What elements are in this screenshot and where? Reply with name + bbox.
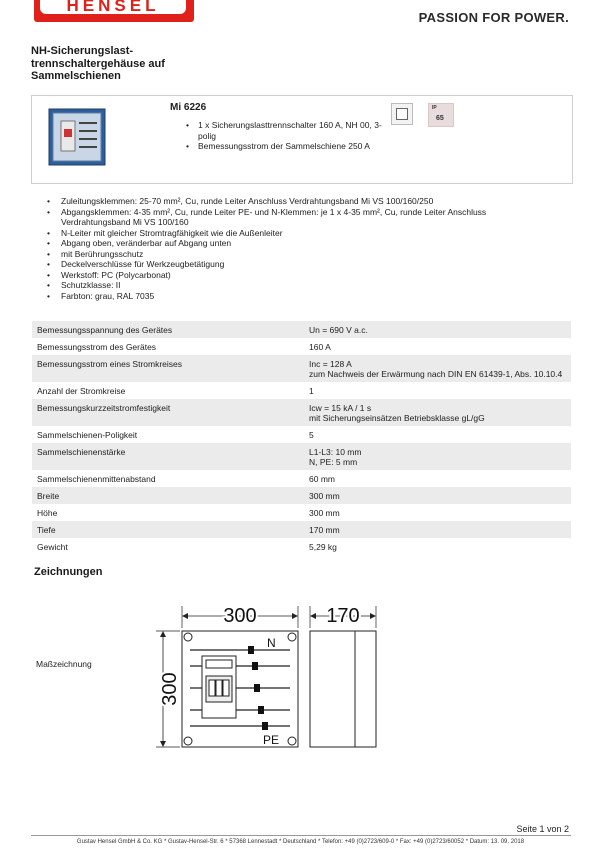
list-item: • Werkstoff: PC (Polycarbonat) (47, 270, 537, 281)
table-row (32, 382, 571, 399)
spec-value: 160 A (309, 342, 331, 352)
spec-label: Sammelschienenmittenabstand (37, 474, 156, 484)
spec-label: Sammelschienen-Poligkeit (37, 430, 138, 440)
table-row (32, 487, 571, 504)
list-item: • Farbton: grau, RAL 7035 (47, 291, 537, 302)
spec-value: 1 (309, 386, 314, 396)
footer-divider (31, 835, 571, 836)
list-item: • 1 x Sicherungslasttrennschalter 160 A, NH 00, 3-polig (186, 120, 391, 141)
spec-label: Bemessungsspannung des Gerätes (37, 325, 173, 335)
spec-label: Breite (37, 491, 60, 501)
dim-depth: 170 (326, 605, 360, 627)
dim-width: 300 (223, 605, 257, 627)
spec-value: Inc = 128 A zum Nachweis der Erwärmung nach DIN EN 61439-1, Abs. 10.10.4 (309, 359, 563, 379)
list-item: • N-Leiter mit gleicher Stromtragfähigkeit wie die Außenleiter (47, 228, 537, 239)
product-bullets (186, 120, 391, 152)
spec-table (32, 321, 571, 555)
spec-value: 300 mm (309, 491, 340, 501)
table-row (32, 338, 571, 355)
spec-value: Un = 690 V a.c. (309, 325, 368, 335)
spec-label: Bemessungsstrom des Gerätes (37, 342, 157, 352)
spec-label: Anzahl der Stromkreise (37, 386, 126, 396)
spec-value: 5,29 kg (309, 542, 337, 552)
spec-label: Höhe (37, 508, 58, 518)
table-row (32, 426, 571, 443)
spec-value: 170 mm (309, 525, 340, 535)
table-row (32, 521, 571, 538)
footer-company-info: Gustav Hensel GmbH & Co. KG * Gustav-Hensel-Str. 6 * 57368 Lennestadt * Deutschland * Telefon: +49 (0)2723/609-0 * Fax: +49 (0)2723/60052 * Datum: 13. 09. 2018 (76, 839, 525, 845)
spec-label: Gewicht (37, 542, 68, 552)
list-item: • Deckelverschlüsse für Werkzeugbetätigung (47, 259, 537, 270)
spec-label: Bemessungskurzzeitstromfestigkeit (37, 403, 171, 413)
list-item: • Bemessungsstrom der Sammelschiene 250 A (186, 141, 391, 152)
protection-class-icon (391, 103, 413, 125)
ip-value: 65 (436, 115, 444, 122)
section-heading-drawings: Zeichnungen (34, 566, 103, 578)
list-item: • Zuleitungsklemmen: 25-70 mm², Cu, runde Leiter Anschluss Verdrahtungsband Mi VS 100/160/250 (47, 196, 537, 207)
table-row (32, 321, 571, 338)
table-row (32, 538, 571, 555)
spec-label: Sammelschienenstärke (37, 447, 126, 457)
product-name: Mi 6226 (170, 102, 207, 113)
list-item: • Schutzklasse: II (47, 280, 537, 291)
spec-value: 60 mm (309, 474, 335, 484)
brand-name: HENSEL (40, 0, 186, 14)
spec-value: Icw = 15 kA / 1 s mit Sicherungseinsätzen Betriebsklasse gL/gG (309, 403, 485, 423)
list-item: • Abgangsklemmen: 4-35 mm², Cu, runde Leiter PE- und N-Klemmen: je 1 x 4-35 mm², Cu, runde Leiter Anschluss Verdrahtungsband Mi VS 100/160 (47, 207, 537, 228)
feature-list (47, 196, 537, 301)
table-row (32, 443, 571, 470)
page-title: NH-Sicherungslast-trennschaltergehäuse auf Sammelschienen (31, 45, 165, 82)
list-item: • Abgang oben, veränderbar auf Abgang unten (47, 238, 537, 249)
drawing-label: Maßzeichnung (36, 659, 92, 669)
dimension-drawing (150, 600, 390, 755)
spec-label: Bemessungsstrom eines Stromkreises (37, 359, 183, 369)
product-image (47, 107, 107, 167)
dim-height: 300 (159, 672, 181, 706)
spec-value: L1-L3: 10 mm N, PE: 5 mm (309, 447, 362, 467)
ip-label: IP (432, 105, 437, 111)
ip-rating-badge (428, 103, 454, 127)
mark-pe: PE (263, 733, 280, 747)
table-row (32, 399, 571, 426)
brand-logo (34, 0, 194, 22)
spec-value: 300 mm (309, 508, 340, 518)
spec-value: 5 (309, 430, 314, 440)
list-item: • mit Berührungsschutz (47, 249, 537, 260)
page-number: Seite 1 von 2 (516, 824, 569, 834)
table-row (32, 355, 571, 382)
table-row (32, 504, 571, 521)
spec-label: Tiefe (37, 525, 56, 535)
table-row (32, 470, 571, 487)
tagline: PASSION FOR POWER. (418, 10, 569, 25)
mark-n: N (267, 636, 276, 650)
